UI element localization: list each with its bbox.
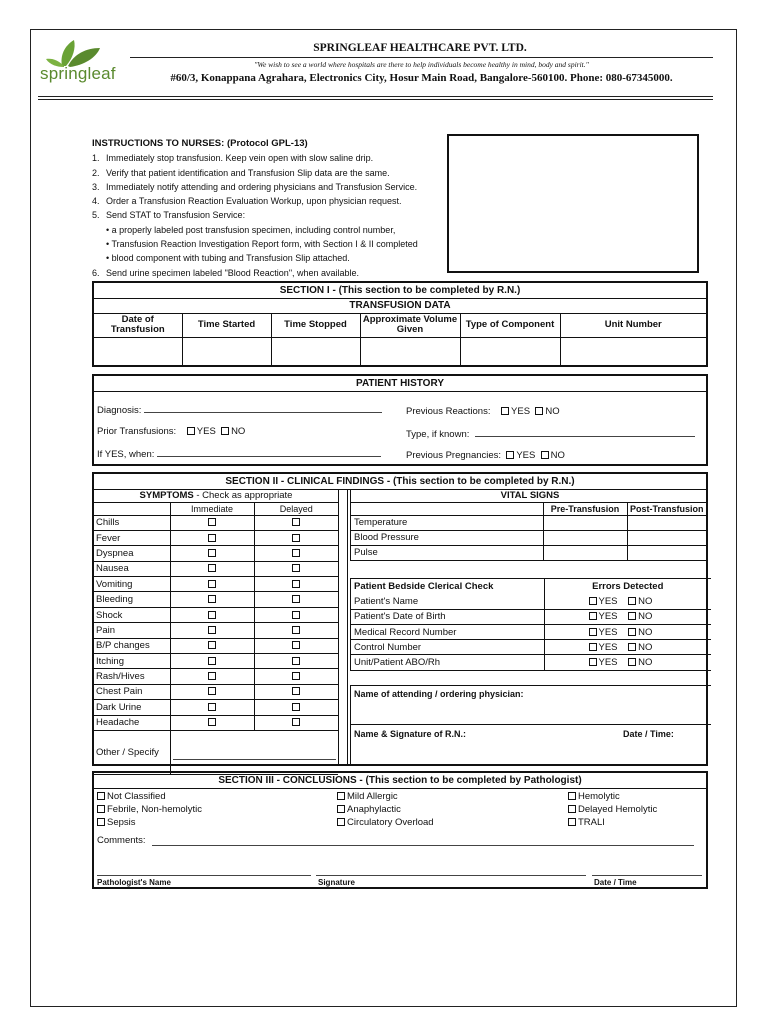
checkbox[interactable] [187, 427, 195, 435]
symptom-row [94, 530, 338, 545]
immediate-checkbox[interactable] [170, 515, 254, 530]
delayed-header: Delayed [254, 502, 338, 515]
date-cell[interactable] [94, 337, 182, 365]
symptoms-table [94, 490, 338, 775]
physician-signature-area [350, 685, 711, 766]
immediate-header: Immediate [170, 502, 254, 515]
prior-transfusions-field: Prior Transfusions: YES NO [97, 426, 246, 437]
immediate-checkbox[interactable] [170, 684, 254, 699]
patient-label-box[interactable] [447, 134, 699, 273]
other-specify-label: Other / Specify [94, 730, 170, 774]
delayed-checkbox[interactable] [254, 684, 338, 699]
previous-pregnancies-field: Previous Pregnancies: YES NO [406, 450, 565, 461]
vital-pre-cell[interactable] [543, 545, 627, 560]
other-specify-field[interactable] [170, 730, 338, 774]
if-yes-when-field[interactable]: If YES, when: [97, 448, 381, 460]
symptom-row [94, 607, 338, 622]
time-stopped-cell[interactable] [271, 337, 360, 365]
section-1-transfusion-data [92, 281, 708, 367]
conclusion-option[interactable]: Anaphylactic [337, 803, 434, 816]
section-1-title: SECTION I - (This section to be completed by R.N.) [94, 283, 706, 299]
symptom-label: Itching [94, 654, 170, 669]
instruction-step: 3. Immediately notify attending and ordering physicians and Transfusion Service. [92, 181, 418, 192]
delayed-checkbox[interactable] [254, 654, 338, 669]
symptom-label: Pain [94, 623, 170, 638]
previous-reactions-field: Previous Reactions: YES NO [406, 406, 560, 417]
symptom-row [94, 715, 338, 730]
type-known-field[interactable]: Type, if known: [406, 428, 695, 440]
company-name: SPRINGLEAF HEALTHCARE PVT. LTD. [313, 42, 527, 54]
immediate-checkbox[interactable] [170, 700, 254, 715]
delayed-checkbox[interactable] [254, 607, 338, 622]
patient-history [92, 374, 708, 466]
comments-label: Comments: [97, 835, 146, 846]
clerical-item-label: Patient's Name [351, 594, 544, 609]
immediate-checkbox[interactable] [170, 577, 254, 592]
immediate-checkbox[interactable] [170, 592, 254, 607]
date-time-line[interactable] [592, 875, 702, 876]
symptom-row [94, 654, 338, 669]
symptom-row [94, 700, 338, 715]
symptom-label: Dyspnea [94, 546, 170, 561]
symptom-label: Rash/Hives [94, 669, 170, 684]
delayed-checkbox[interactable] [254, 546, 338, 561]
conclusion-option[interactable]: Delayed Hemolytic [568, 803, 657, 816]
error-yes-no[interactable]: YES NO [544, 655, 711, 670]
error-yes-no[interactable]: YES NO [544, 640, 711, 655]
clerical-row [351, 640, 711, 655]
divider [351, 724, 711, 725]
symptom-label: Fever [94, 530, 170, 545]
clerical-row [351, 609, 711, 624]
checkbox[interactable] [221, 427, 229, 435]
clerical-row [351, 655, 711, 670]
header-rule [38, 96, 713, 97]
instruction-bullet: • a properly labeled post transfusion specimen, including control number, [106, 224, 396, 235]
section-3-conclusions [92, 771, 708, 889]
error-yes-no[interactable]: YES NO [544, 594, 711, 609]
symptom-label: Shock [94, 607, 170, 622]
instruction-step: 6. Send urine specimen labeled "Blood Reaction", when available. [92, 267, 360, 278]
instructions-title: INSTRUCTIONS TO NURSES: (Protocol GPL-13) [92, 138, 308, 149]
conclusion-option[interactable]: Sepsis [97, 816, 202, 829]
vital-label: Blood Pressure [351, 530, 543, 545]
section-divider [338, 490, 348, 766]
address: #60/3, Konappana Agrahara, Electronics City, Hosur Main Road, Bangalore-560100. Phone: 080-67345000. [170, 72, 673, 84]
clerical-title: Patient Bedside Clerical Check [354, 581, 494, 593]
symptom-row [94, 623, 338, 638]
clerical-item-label: Medical Record Number [351, 625, 544, 640]
signature-line[interactable] [316, 875, 586, 876]
immediate-checkbox[interactable] [170, 561, 254, 576]
immediate-checkbox[interactable] [170, 607, 254, 622]
patient-history-title: PATIENT HISTORY [94, 376, 706, 392]
checkbox[interactable] [506, 451, 514, 459]
checkbox[interactable] [541, 451, 549, 459]
col-time-stopped: Time Stopped [271, 314, 360, 337]
transfusion-data-title: TRANSFUSION DATA [94, 299, 706, 314]
section-3-title: SECTION III - CONCLUSIONS - (This section to be completed by Pathologist) [94, 773, 706, 789]
checkbox[interactable] [501, 407, 509, 415]
symptom-label: B/P changes [94, 638, 170, 653]
symptom-row [94, 669, 338, 684]
immediate-checkbox[interactable] [170, 546, 254, 561]
symptom-row [94, 684, 338, 699]
vital-label: Temperature [351, 515, 543, 530]
col-component: Type of Component [460, 314, 560, 337]
delayed-checkbox[interactable] [254, 577, 338, 592]
immediate-checkbox[interactable] [170, 623, 254, 638]
conclusion-option[interactable]: Febrile, Non-hemolytic [97, 803, 202, 816]
symptom-row [94, 592, 338, 607]
delayed-checkbox[interactable] [254, 715, 338, 730]
signature-label: Signature [318, 878, 355, 887]
col-time-started: Time Started [182, 314, 271, 337]
component-cell[interactable] [460, 337, 560, 365]
instruction-bullet: • blood component with tubing and Transfusion Slip attached. [106, 253, 350, 264]
delayed-checkbox[interactable] [254, 515, 338, 530]
vital-signs-table [350, 490, 706, 561]
header-rule [38, 99, 713, 100]
clerical-item-label: Patient's Date of Birth [351, 609, 544, 624]
pre-transfusion-header: Pre-Transfusion [543, 502, 627, 515]
symptom-label: Headache [94, 715, 170, 730]
delayed-checkbox[interactable] [254, 561, 338, 576]
symptom-label: Chills [94, 515, 170, 530]
unit-number-cell[interactable] [560, 337, 706, 365]
delayed-checkbox[interactable] [254, 638, 338, 653]
symptom-row [94, 638, 338, 653]
col-unit-number: Unit Number [560, 314, 706, 337]
conclusion-option[interactable]: Not Classified [97, 790, 202, 803]
pathologist-name-label: Pathologist's Name [97, 878, 171, 887]
clerical-item-label: Unit/Patient ABO/Rh [354, 657, 441, 669]
time-started-cell[interactable] [182, 337, 271, 365]
col-date: Date of Transfusion [94, 314, 182, 337]
conclusions-col-3 [568, 790, 657, 829]
conclusion-option[interactable]: TRALI [568, 816, 657, 829]
logo-text: springleaf [40, 64, 116, 83]
errors-detected-title: Errors Detected [544, 579, 711, 594]
post-transfusion-header: Post-Transfusion [627, 502, 706, 515]
symptom-label: Bleeding [94, 592, 170, 607]
vital-label: Pulse [351, 545, 543, 560]
symptom-label: Nausea [94, 561, 170, 576]
springleaf-logo [40, 38, 122, 82]
delayed-checkbox[interactable] [254, 700, 338, 715]
tagline: "We wish to see a world where hospitals are there to help individuals become healthy in mind, body and spirit." [254, 60, 589, 69]
vital-post-cell[interactable] [627, 530, 706, 545]
clerical-row [351, 594, 711, 609]
vital-post-cell[interactable] [627, 545, 706, 560]
clerical-row [351, 625, 711, 640]
instruction-step: 4. Order a Transfusion Reaction Evaluation Workup, upon physician request. [92, 196, 402, 207]
vital-pre-cell[interactable] [543, 515, 627, 530]
symptom-row [94, 577, 338, 592]
immediate-checkbox[interactable] [170, 638, 254, 653]
conclusion-option[interactable]: Hemolytic [568, 790, 657, 803]
symptom-label: Vomiting [94, 577, 170, 592]
symptom-row [94, 561, 338, 576]
instruction-step: 1. Immediately stop transfusion. Keep vein open with slow saline drip. [92, 153, 374, 164]
instruction-step: 5. Send STAT to Transfusion Service: [92, 210, 246, 221]
col-volume: Approximate Volume Given [360, 314, 460, 337]
header-rule [130, 57, 713, 58]
delayed-checkbox[interactable] [254, 530, 338, 545]
date-time-label: Date / Time: [623, 729, 674, 739]
symptoms-header: SYMPTOMS - Check as appropriate [94, 490, 338, 502]
symptom-row [94, 515, 338, 530]
nurse-instructions [92, 137, 442, 280]
conclusion-option[interactable]: Mild Allergic [337, 790, 434, 803]
delayed-checkbox[interactable] [254, 669, 338, 684]
symptom-row [94, 546, 338, 561]
pathologist-name-line[interactable] [97, 875, 311, 876]
instruction-step: 2. Verify that patient identification and Transfusion Slip data are the same. [92, 167, 390, 178]
comments-field[interactable] [152, 845, 694, 846]
transfusion-table [94, 314, 706, 365]
delayed-checkbox[interactable] [254, 623, 338, 638]
diagnosis-field[interactable]: Diagnosis: [97, 404, 382, 416]
vital-signs-title: VITAL SIGNS [351, 490, 706, 502]
delayed-checkbox[interactable] [254, 592, 338, 607]
conclusion-option[interactable]: Circulatory Overload [337, 816, 434, 829]
volume-cell[interactable] [360, 337, 460, 365]
immediate-checkbox[interactable] [170, 669, 254, 684]
error-yes-no[interactable]: YES NO [544, 625, 711, 640]
clerical-item-label: Control Number [351, 640, 544, 655]
clerical-check-table [350, 578, 711, 671]
vital-pre-cell[interactable] [543, 530, 627, 545]
immediate-checkbox[interactable] [170, 715, 254, 730]
physician-name-label: Name of attending / ordering physician: [354, 689, 524, 699]
conclusions-col-1 [97, 790, 202, 829]
vital-post-cell[interactable] [627, 515, 706, 530]
immediate-checkbox[interactable] [170, 654, 254, 669]
instruction-bullet: • Transfusion Reaction Investigation Report form, with Section I & II completed [106, 239, 418, 250]
symptom-label: Dark Urine [94, 700, 170, 715]
rn-signature-label: Name & Signature of R.N.: [354, 729, 467, 739]
date-time-label: Date / Time [594, 878, 637, 887]
symptom-label: Chest Pain [94, 684, 170, 699]
conclusions-col-2 [337, 790, 434, 829]
section-2-clinical-findings [92, 472, 708, 766]
error-yes-no[interactable]: YES NO [544, 609, 711, 624]
section-2-title: SECTION II - CLINICAL FINDINGS - (This section to be completed by R.N.) [94, 474, 706, 490]
immediate-checkbox[interactable] [170, 530, 254, 545]
checkbox[interactable] [535, 407, 543, 415]
